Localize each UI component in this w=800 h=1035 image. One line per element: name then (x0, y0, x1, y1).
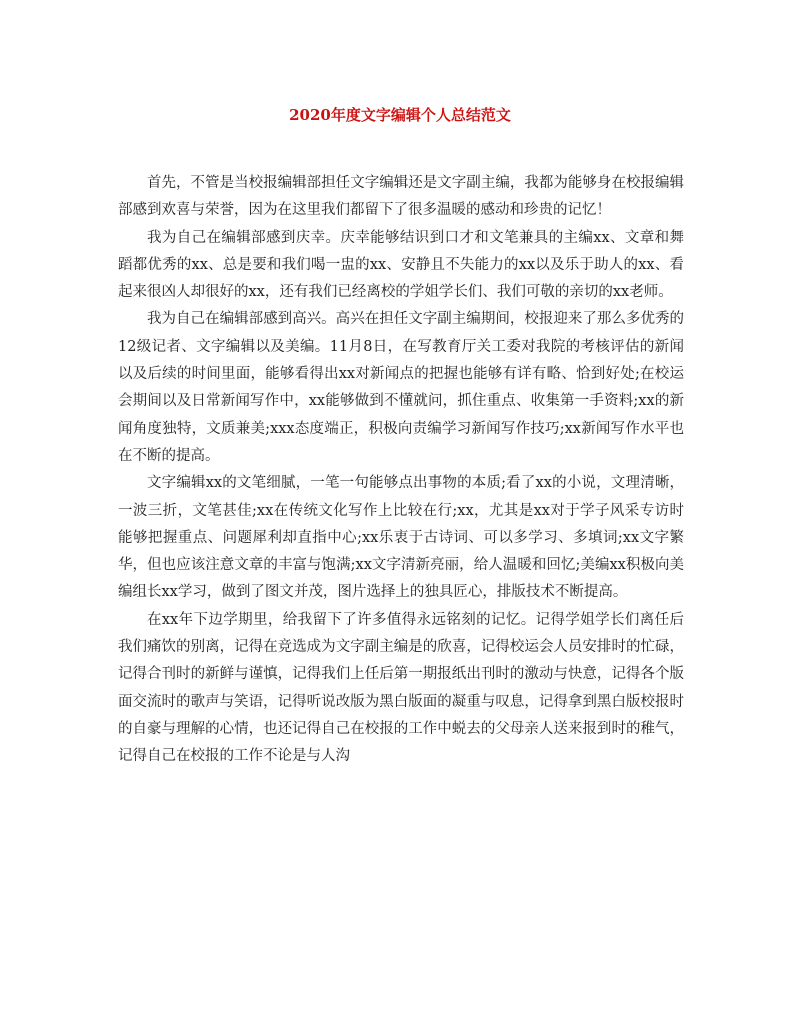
document-body (118, 170, 684, 771)
paragraph-3: 我为自己在编辑部感到高兴。高兴在担任文字副主编期间，校报迎来了那么多优秀的12级记者、文字编辑以及美编。11月8日，在写教育厅关工委对我院的考核评估的新闻以及后续的时间里面，能够看得出xx对新闻点的把握也能够有详有略、恰到好处;在校运会期间以及日常新闻写作中，xx能够做到不懂就问，抓住重点、收集第一手资料;xx的新闻角度独特，文质兼美;xxx态度端正，积极向责编学习新闻写作技巧;xx新闻写作水平也在不断的提高。 (118, 311, 684, 464)
paragraph-1: 首先，不管是当校报编辑部担任文字编辑还是文字副主编，我都为能够身在校报编辑部感到欢喜与荣誉，因为在这里我们都留下了很多温暖的感动和珍贵的记忆！ (118, 175, 684, 219)
paragraph-4: 文字编辑xx的文笔细腻，一笔一句能够点出事物的本质;看了xx的小说，文理清晰，一波三折，文笔甚佳;xx在传统文化写作上比较在行;xx，尤其是xx对于学子风采专访时能够把握重点、问题犀利却直指中心;xx乐衷于古诗词、可以多学习、多填词;xx文字繁华，但也应该注意文章的丰富与饱满;xx文字清新亮丽，给人温暖和回忆;美编xx积极向美编组长xx学习，做到了图文并茂，图片选择上的独具匠心，排版技术不断提高。 (118, 475, 684, 601)
document-title: 2020年度文字编辑个人总结范文 (289, 106, 511, 124)
paragraph-5: 在xx年下边学期里，给我留下了许多值得永远铭刻的记忆。记得学姐学长们离任后我们痛饮的别离，记得在竞选成为文字副主编是的欣喜，记得校运会人员安排时的忙碌，记得合刊时的新鲜与谨慎，记得我们上任后第一期报纸出刊时的激动与快意，记得各个版面交流时的歌声与笑语，记得听说改版为黑白版面的凝重与叹息，记得拿到黑白版校报时的自豪与理解的心情，也还记得自己在校报的工作中蜕去的父母亲人送来报到时的稚气，记得自己在校报的工作不论是与人沟 (118, 611, 684, 765)
paragraph-2: 我为自己在编辑部感到庆幸。庆幸能够结识到口才和文笔兼具的主编xx、文章和舞蹈都优秀的xx、总是要和我们喝一盅的xx、安静且不失能力的xx以及乐于助人的xx、看起来很凶人却很好的xx，还有我们已经离校的学姐学长们、我们可敬的亲切的xx老师。 (118, 229, 684, 301)
